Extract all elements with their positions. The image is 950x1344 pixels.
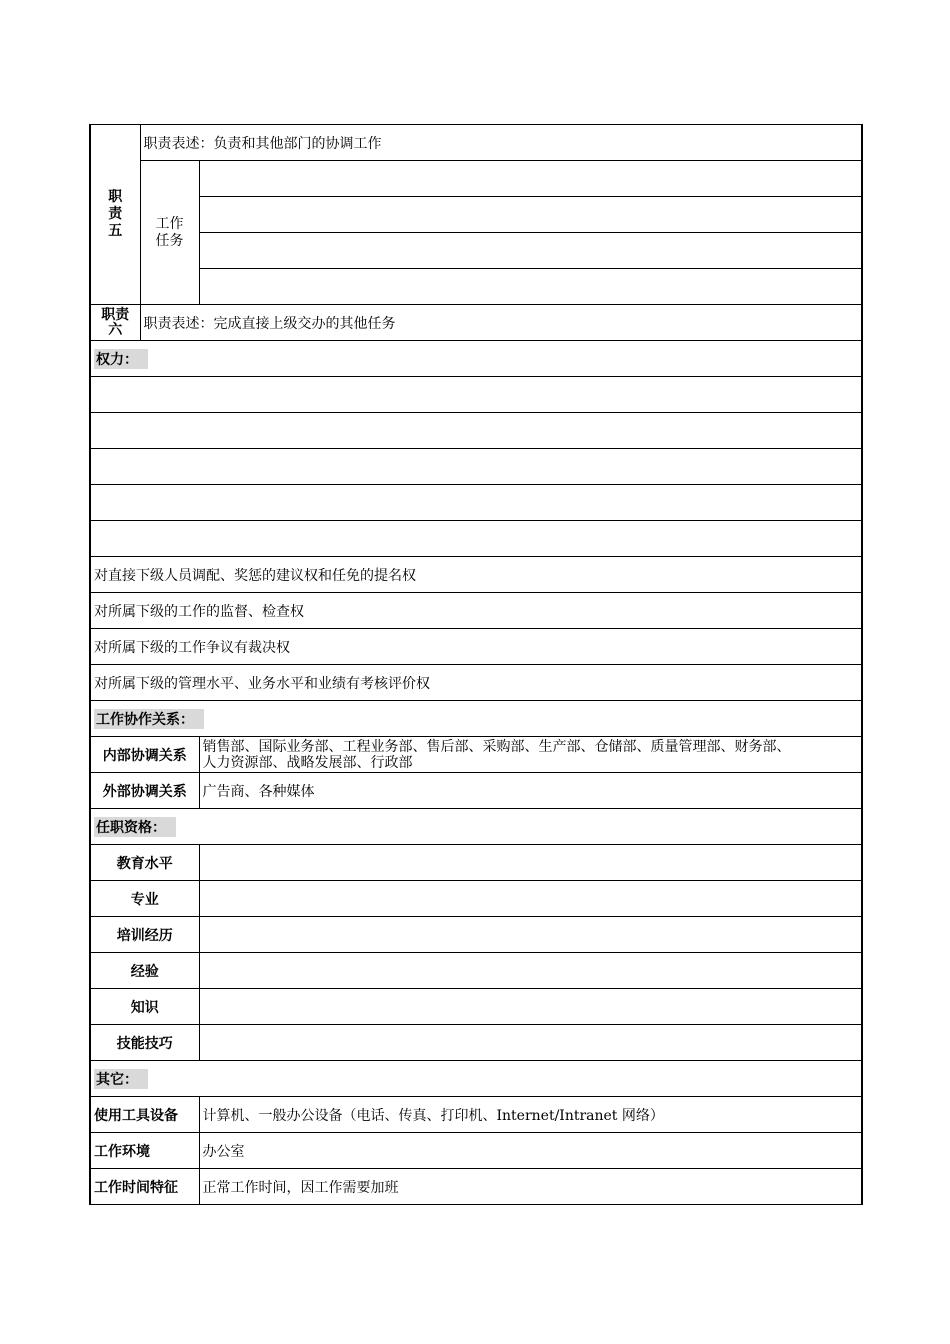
other-header: 其它： — [94, 1069, 148, 1089]
job-description-page — [89, 124, 861, 1205]
duty5-task-label-line2: 任务 — [155, 232, 184, 249]
qualification-row — [90, 845, 862, 881]
powers-blank-row — [90, 413, 862, 449]
duty6-row — [90, 305, 862, 341]
duty5-task-row — [90, 233, 862, 269]
qualification-row — [90, 881, 862, 917]
duty5-task-cell[interactable] — [199, 269, 862, 305]
duty5-label — [90, 125, 140, 305]
powers-item: 对所属下级的管理水平、业务水平和业绩有考核评价权 — [90, 665, 862, 701]
qualification-label: 专业 — [90, 881, 199, 917]
duty5-task-label-line1: 工作 — [155, 215, 184, 232]
qualifications-header: 任职资格： — [94, 817, 176, 837]
powers-item: 对所属下级的工作的监督、检查权 — [90, 593, 862, 629]
powers-blank-row — [90, 377, 862, 413]
relations-external-label: 外部协调关系 — [90, 773, 199, 809]
powers-blank-row — [90, 485, 862, 521]
duty5-task-cell[interactable] — [199, 197, 862, 233]
powers-item-row — [90, 665, 862, 701]
relations-internal-value — [199, 737, 862, 773]
qualification-label: 知识 — [90, 989, 199, 1025]
duty5-task-cell[interactable] — [199, 233, 862, 269]
qualification-label: 教育水平 — [90, 845, 199, 881]
other-row — [90, 1097, 862, 1133]
relations-external-row — [90, 773, 862, 809]
powers-item-row — [90, 557, 862, 593]
powers-blank-cell[interactable] — [90, 413, 862, 449]
qualification-row — [90, 953, 862, 989]
qualification-label: 技能技巧 — [90, 1025, 199, 1061]
other-label: 使用工具设备 — [90, 1097, 199, 1133]
duty6-label-line1: 职责 — [101, 306, 130, 323]
other-header-row — [90, 1061, 862, 1097]
qualification-row — [90, 917, 862, 953]
powers-blank-row — [90, 521, 862, 557]
relations-external-value: 广告商、各种媒体 — [199, 773, 862, 809]
powers-blank-row — [90, 449, 862, 485]
other-value: 计算机、一般办公设备（电话、传真、打印机、Internet/Intranet 网络） — [199, 1097, 862, 1133]
powers-blank-cell[interactable] — [90, 377, 862, 413]
other-row — [90, 1169, 862, 1205]
duty5-description: 职责表述：负责和其他部门的协调工作 — [140, 125, 862, 161]
qualification-row — [90, 1025, 862, 1061]
duty5-label-char-3: 五 — [108, 223, 123, 239]
duty5-task-cell[interactable] — [199, 161, 862, 197]
powers-blank-cell[interactable] — [90, 521, 862, 557]
duty5-task-row — [90, 269, 862, 305]
powers-item: 对所属下级的工作争议有裁决权 — [90, 629, 862, 665]
relations-header-row — [90, 701, 862, 737]
powers-item-row — [90, 593, 862, 629]
other-label: 工作时间特征 — [90, 1169, 199, 1205]
qualification-value[interactable] — [199, 881, 862, 917]
qualification-value[interactable] — [199, 1025, 862, 1061]
job-description-table — [89, 124, 863, 1205]
duty5-description-row — [90, 125, 862, 161]
qualification-value[interactable] — [199, 989, 862, 1025]
other-value: 办公室 — [199, 1133, 862, 1169]
duty5-task-row — [90, 197, 862, 233]
qualifications-header-row — [90, 809, 862, 845]
duty5-label-char-2: 责 — [108, 206, 123, 222]
other-row — [90, 1133, 862, 1169]
powers-header-row — [90, 341, 862, 377]
powers-item-row — [90, 629, 862, 665]
other-label: 工作环境 — [90, 1133, 199, 1169]
relations-internal-row — [90, 737, 862, 773]
relations-internal-value-line1: 销售部、国际业务部、工程业务部、售后部、采购部、生产部、仓储部、质量管理部、财务部、 — [202, 738, 791, 755]
relations-internal-label: 内部协调关系 — [90, 737, 199, 773]
powers-blank-cell[interactable] — [90, 485, 862, 521]
powers-header: 权力： — [94, 349, 148, 369]
duty6-label-line2: 六 — [108, 321, 123, 338]
duty6-label — [90, 305, 140, 341]
relations-header: 工作协作关系： — [94, 709, 204, 729]
qualification-row — [90, 989, 862, 1025]
qualification-value[interactable] — [199, 845, 862, 881]
qualification-value[interactable] — [199, 953, 862, 989]
powers-blank-cell[interactable] — [90, 449, 862, 485]
qualification-label: 经验 — [90, 953, 199, 989]
duty5-task-row — [90, 161, 862, 197]
duty6-description: 职责表述：完成直接上级交办的其他任务 — [140, 305, 862, 341]
duty5-task-label — [140, 161, 199, 305]
relations-internal-value-line2: 人力资源部、战略发展部、行政部 — [202, 754, 413, 771]
other-value: 正常工作时间，因工作需要加班 — [199, 1169, 862, 1205]
qualification-label: 培训经历 — [90, 917, 199, 953]
powers-item: 对直接下级人员调配、奖惩的建议权和任免的提名权 — [90, 557, 862, 593]
duty5-label-char-1: 职 — [108, 189, 123, 205]
qualification-value[interactable] — [199, 917, 862, 953]
